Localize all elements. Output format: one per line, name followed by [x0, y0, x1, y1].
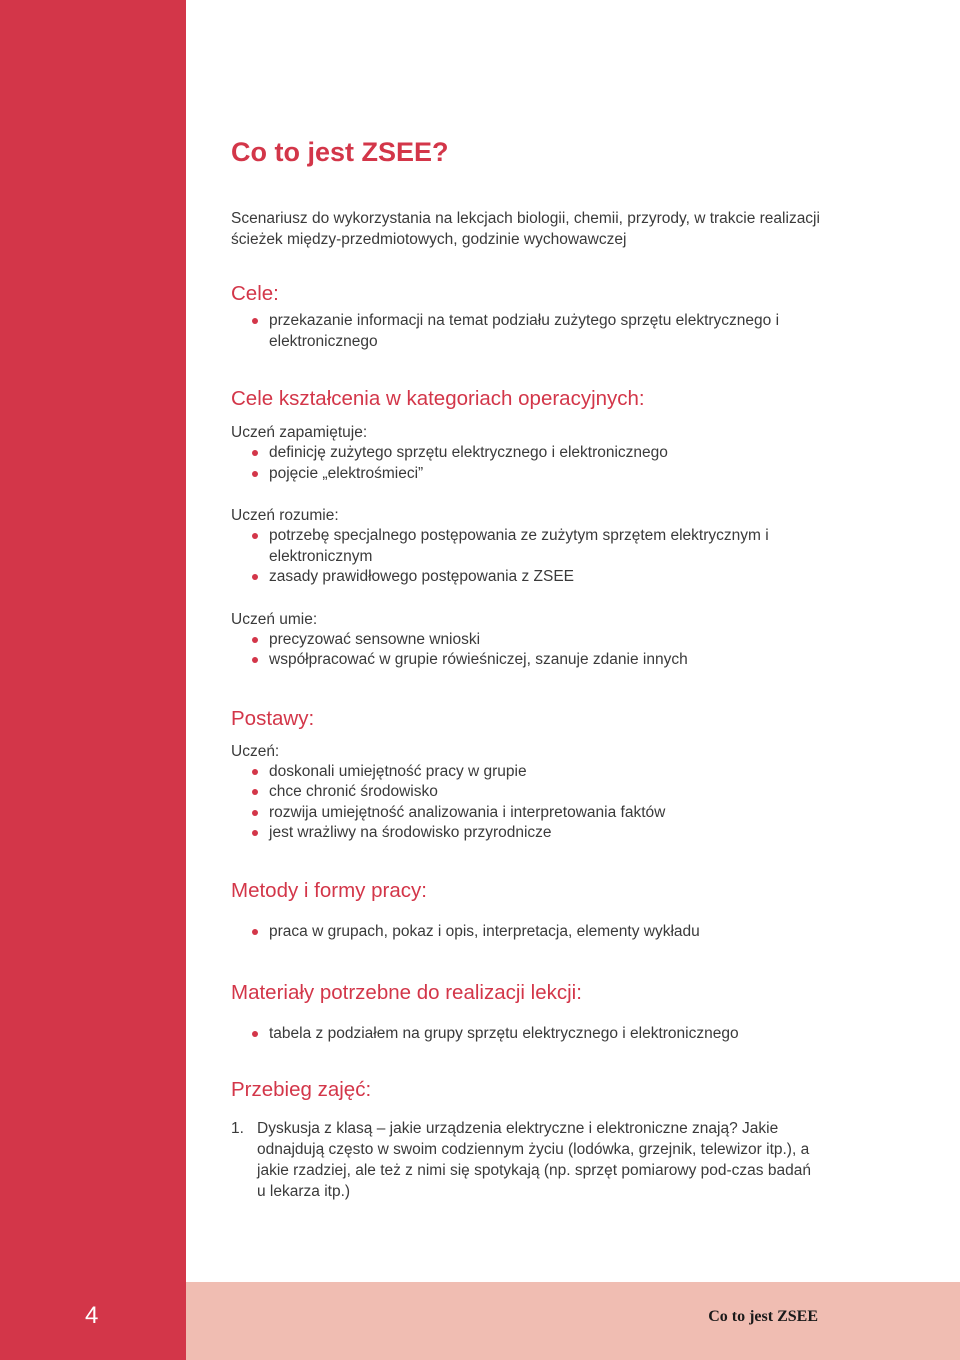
metody-list — [231, 922, 831, 943]
section-heading-cele-ksztalcenia: Cele kształcenia w kategoriach operacyjnych: — [231, 387, 645, 410]
bullet-icon — [252, 810, 258, 816]
bullet-icon — [252, 929, 258, 935]
list-item: przekazanie informacji na temat podziału zużytego sprzętu elektrycznego i elektronicznego — [231, 311, 831, 352]
bullet-icon — [252, 789, 258, 795]
bullet-icon — [252, 533, 258, 539]
cele-list — [231, 311, 831, 352]
footer-band — [0, 1282, 960, 1360]
bullet-icon — [252, 574, 258, 580]
bullet-icon — [252, 830, 258, 836]
bullet-icon — [252, 318, 258, 324]
footer-accent — [0, 1282, 186, 1360]
list-item: współpracować w grupie rówieśniczej, szanuje zdanie innych — [231, 650, 831, 671]
bullet-icon — [252, 657, 258, 663]
section-heading-cele: Cele: — [231, 282, 279, 305]
group-list — [231, 630, 831, 671]
page-title: Co to jest ZSEE? — [231, 137, 449, 167]
bullet-icon — [252, 1031, 258, 1037]
list-item: potrzebę specjalnego postępowania ze zużytym sprzętem elektrycznym i elektronicznym — [231, 526, 831, 567]
list-item: doskonali umiejętność pracy w grupie — [231, 762, 831, 783]
page-subtitle: Scenariusz do wykorzystania na lekcjach biologii, chemii, przyrody, w trakcie realizacji ścieżek między-przedmiotowych, godzinie wychowawczej — [231, 210, 820, 248]
list-item: zasady prawidłowego postępowania z ZSEE — [231, 567, 831, 588]
list-item: definicję zużytego sprzętu elektrycznego i elektronicznego — [231, 443, 831, 464]
group-label: Uczeń rozumie: — [231, 507, 339, 524]
step-number: 1. — [231, 1119, 244, 1137]
list-item: rozwija umiejętność analizowania i interpretowania faktów — [231, 803, 831, 824]
list-item: chce chronić środowisko — [231, 782, 831, 803]
section-heading-przebieg: Przebieg zajęć: — [231, 1077, 372, 1101]
list-item: pojęcie „elektrośmieci” — [231, 464, 831, 485]
footer-title: Co to jest ZSEE — [708, 1308, 818, 1325]
numbered-step — [231, 1118, 811, 1202]
step-text: Dyskusja z klasą – jakie urządzenia elektryczne i elektroniczne znają? Jakie odnajdują często w swoim codziennym życiu (lodówka, grzejnik, telewizor itp.), a jakie rzadziej, ale też z nimi się spotykają (np. sprzęt pomiarowy pod-czas badań u lekarza itp.) — [257, 1119, 811, 1200]
group-label: Uczeń umie: — [231, 610, 318, 628]
bullet-icon — [252, 450, 258, 456]
list-item: jest wrażliwy na środowisko przyrodnicze — [231, 823, 831, 844]
list-item: praca w grupach, pokaz i opis, interpretacja, elementy wykładu — [231, 922, 831, 943]
section-heading-materialy: Materiały potrzebne do realizacji lekcji: — [231, 981, 582, 1004]
bullet-icon — [252, 769, 258, 775]
postawy-list — [231, 762, 831, 844]
main-content — [231, 134, 831, 1202]
bullet-icon — [252, 471, 258, 477]
group-list — [231, 443, 831, 484]
section-heading-metody: Metody i formy pracy: — [231, 878, 427, 902]
list-item: precyzować sensowne wnioski — [231, 630, 831, 651]
sidebar-band — [0, 0, 186, 1282]
group-list — [231, 526, 831, 588]
page-number: 4 — [85, 1302, 99, 1329]
group-label: Uczeń: — [231, 742, 280, 760]
bullet-icon — [252, 637, 258, 643]
group-label: Uczeń zapamiętuje: — [231, 424, 368, 441]
section-heading-postawy: Postawy: — [231, 706, 315, 730]
list-item: tabela z podziałem na grupy sprzętu elektrycznego i elektronicznego — [231, 1024, 831, 1045]
materialy-list — [231, 1024, 831, 1045]
